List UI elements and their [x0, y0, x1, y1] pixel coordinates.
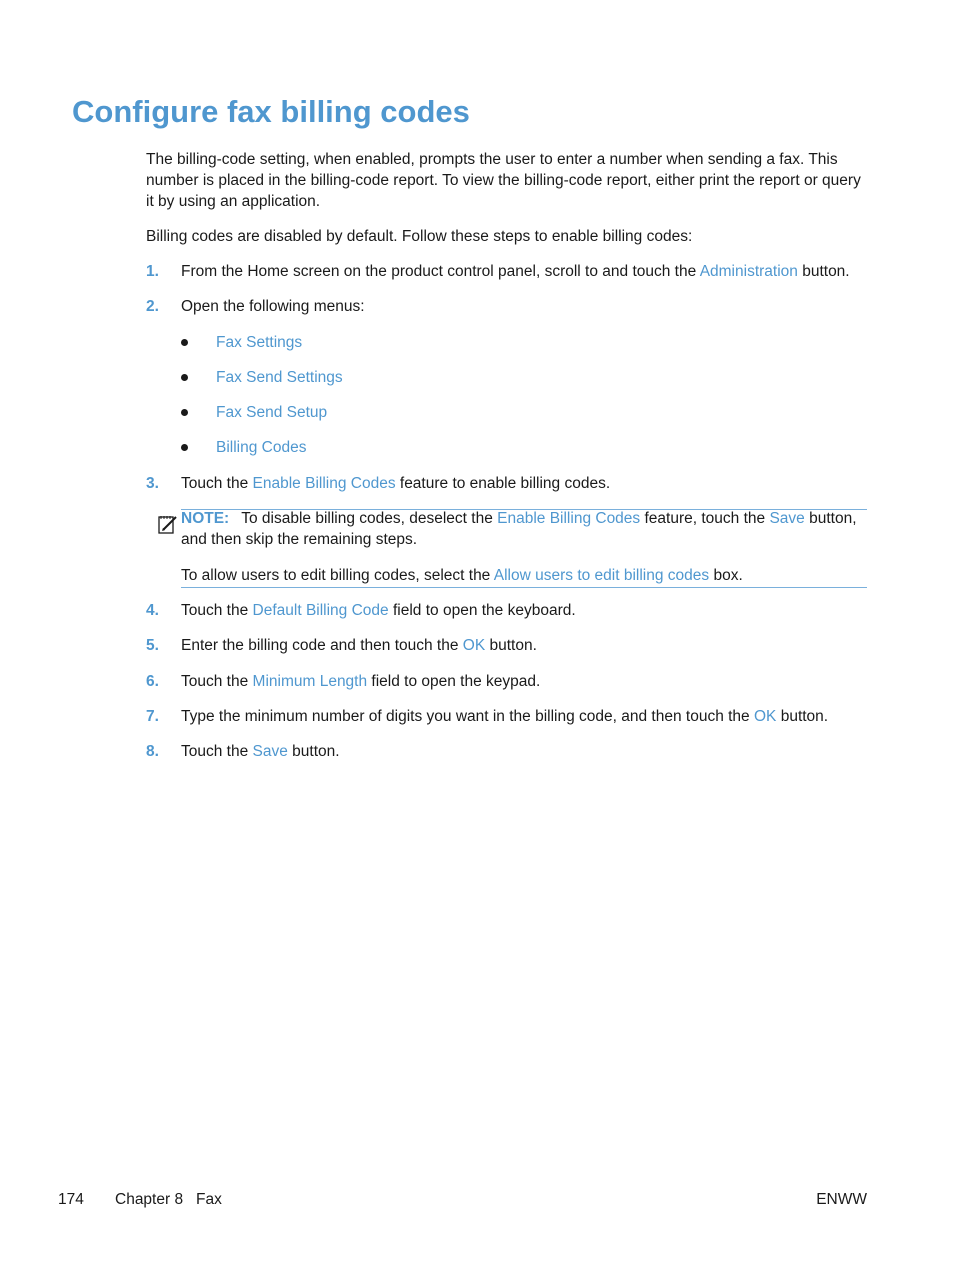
ui-term-save: Save [252, 743, 288, 760]
intro-paragraph: The billing-code setting, when enabled, prompts the user to enter a number when sending a fax. This number is placed in the billing-code report. To view the billing-code report, either print the report or query it by using an application. [146, 151, 861, 210]
note-pencil-icon [157, 513, 179, 535]
step-text: Touch the Save button. [181, 743, 340, 760]
step-text: Touch the Minimum Length field to open the keypad. [181, 673, 541, 690]
note-paragraph-1: NOTE: To disable billing codes, deselect the Enable Billing Codes feature, touch the Save button, and then skip the remaining steps. [181, 510, 857, 548]
ui-term-administration: Administration [699, 263, 798, 280]
step-text: Touch the Default Billing Code field to open the keyboard. [181, 602, 576, 619]
bullet-icon [181, 409, 188, 416]
ui-term-minimum-length: Minimum Length [252, 673, 368, 690]
step-number: 8. [146, 743, 159, 760]
bullet-icon [181, 374, 188, 381]
step-text: From the Home screen on the product control panel, scroll to and touch the Administration button. [181, 263, 850, 280]
note-bottom-rule [181, 587, 867, 588]
step-number: 2. [146, 298, 159, 315]
step-number: 6. [146, 673, 159, 690]
step-number: 3. [146, 475, 159, 492]
step-text: Type the minimum number of digits you want in the billing code, and then touch the OK button. [181, 708, 829, 725]
ui-term-enable-billing-codes: Enable Billing Codes [252, 475, 396, 492]
step-text: Enter the billing code and then touch the OK button. [181, 637, 537, 654]
step-text: Touch the Enable Billing Codes feature to enable billing codes. [181, 475, 611, 492]
page-number: 174 [58, 1191, 84, 1208]
ui-term-allow-users: Allow users to edit billing codes [493, 567, 710, 584]
ui-term-save: Save [769, 510, 805, 527]
page-title: Configure fax billing codes [72, 94, 470, 129]
bullet-icon [181, 339, 188, 346]
intro-paragraph-2: Billing codes are disabled by default. Follow these steps to enable billing codes: [146, 228, 693, 245]
step-number: 7. [146, 708, 159, 725]
ui-term-enable-billing-codes: Enable Billing Codes [497, 510, 641, 527]
bullet-icon [181, 444, 188, 451]
footer-chapter: Chapter 8 Fax [115, 1191, 222, 1208]
ui-term-default-billing-code: Default Billing Code [252, 602, 389, 619]
note-label: NOTE: [181, 510, 230, 527]
step-number: 5. [146, 637, 159, 654]
step-number: 4. [146, 602, 159, 619]
step-text: Open the following menus: [181, 298, 365, 315]
ui-term-ok: OK [753, 708, 777, 725]
footer-locale: ENWW [816, 1191, 867, 1208]
note-paragraph-2: To allow users to edit billing codes, select the Allow users to edit billing codes box. [181, 567, 743, 584]
ui-term-ok: OK [462, 637, 486, 654]
step-number: 1. [146, 263, 159, 280]
